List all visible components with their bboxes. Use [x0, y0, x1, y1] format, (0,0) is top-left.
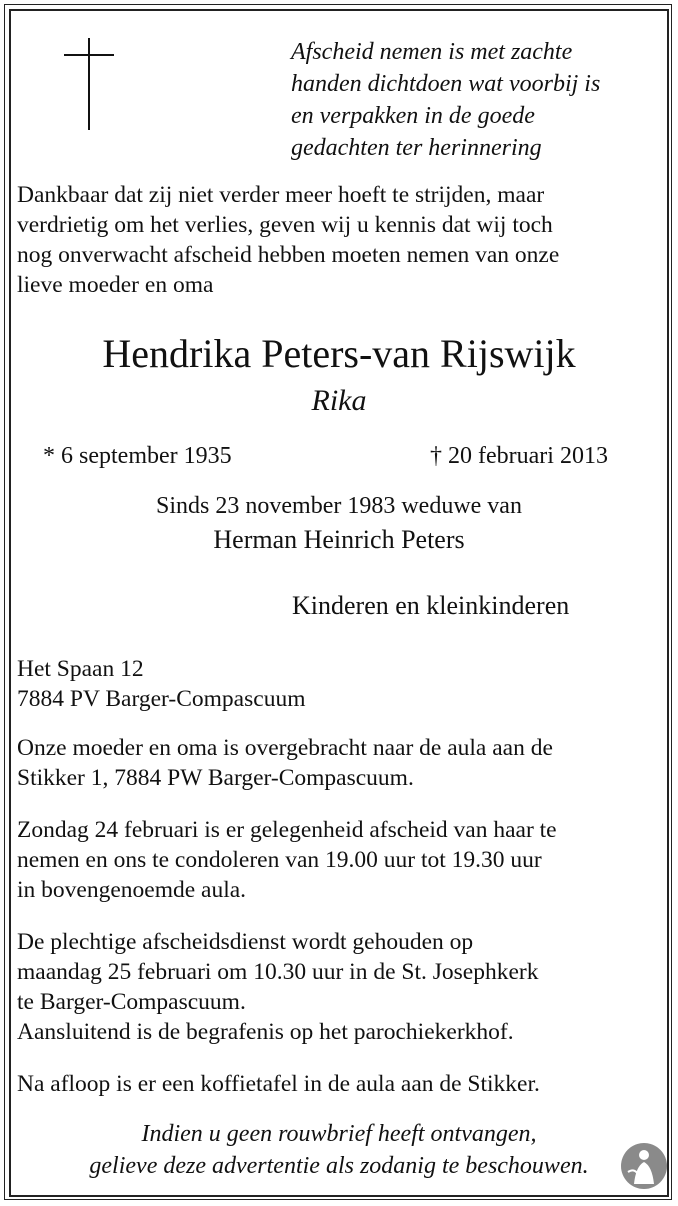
poem-line: gedachten ter herinnering: [291, 135, 542, 161]
deceased-nickname: Rika: [311, 384, 367, 417]
poem-line: Afscheid nemen is met zachte: [291, 39, 573, 65]
address: [17, 654, 667, 714]
info-line: in bovengenoemde aula.: [17, 877, 247, 903]
info-line: maandag 25 februari om 10.30 uur in de St. Josephkerk: [17, 959, 539, 985]
deceased-name: Hendrika Peters-van Rijswijk: [102, 331, 576, 376]
info-line: Aansluitend is de begrafenis op het parochiekerkhof.: [17, 1019, 514, 1045]
info-line: te Barger-Compascuum.: [17, 989, 246, 1015]
info-line: Onze moeder en oma is overgebracht naar de aula aan de: [17, 735, 553, 761]
intro-line: nog onverwacht afscheid hebben moeten nemen van onze: [17, 242, 560, 268]
info-line: nemen en ons te condoleren van 19.00 uur tot 19.30 uur: [17, 847, 542, 873]
info-line: Zondag 24 februari is er gelegenheid afscheid van haar te: [17, 817, 557, 843]
address-line: 7884 PV Barger-Compascuum: [17, 686, 306, 712]
birth-date: * 6 september 1935: [43, 443, 232, 469]
service-info: [17, 927, 667, 1047]
intro-text: [17, 180, 667, 300]
memorial-logo-icon: [620, 1142, 668, 1190]
footer-line: gelieve deze advertentie als zodanig te beschouwen.: [89, 1153, 589, 1179]
signature: Kinderen en kleinkinderen: [292, 591, 570, 620]
condolence-info: [17, 815, 667, 905]
info-line: De plechtige afscheidsdienst wordt gehouden op: [17, 929, 474, 955]
spouse-name: Herman Heinrich Peters: [213, 525, 465, 554]
death-date: † 20 februari 2013: [430, 443, 608, 469]
intro-line: lieve moeder en oma: [17, 272, 214, 298]
poem: [291, 36, 631, 164]
intro-line: verdrietig om het verlies, geven wij u kennis dat wij toch: [17, 212, 553, 238]
aula-info: [17, 733, 667, 793]
widow-line: Sinds 23 november 1983 weduwe van: [156, 493, 522, 519]
address-line: Het Spaan 12: [17, 656, 144, 682]
poem-line: handen dichtdoen wat voorbij is: [291, 71, 601, 97]
info-line: Na afloop is er een koffietafel in de aula aan de Stikker.: [17, 1071, 540, 1097]
footer-line: Indien u geen rouwbrief heeft ontvangen,: [141, 1121, 537, 1147]
info-line: Stikker 1, 7884 PW Barger-Compascuum.: [17, 765, 414, 791]
coffee-info: [17, 1069, 667, 1099]
footer-note: [0, 1118, 678, 1182]
intro-line: Dankbaar dat zij niet verder meer hoeft te strijden, maar: [17, 182, 545, 208]
poem-line: en verpakken in de goede: [291, 103, 535, 129]
